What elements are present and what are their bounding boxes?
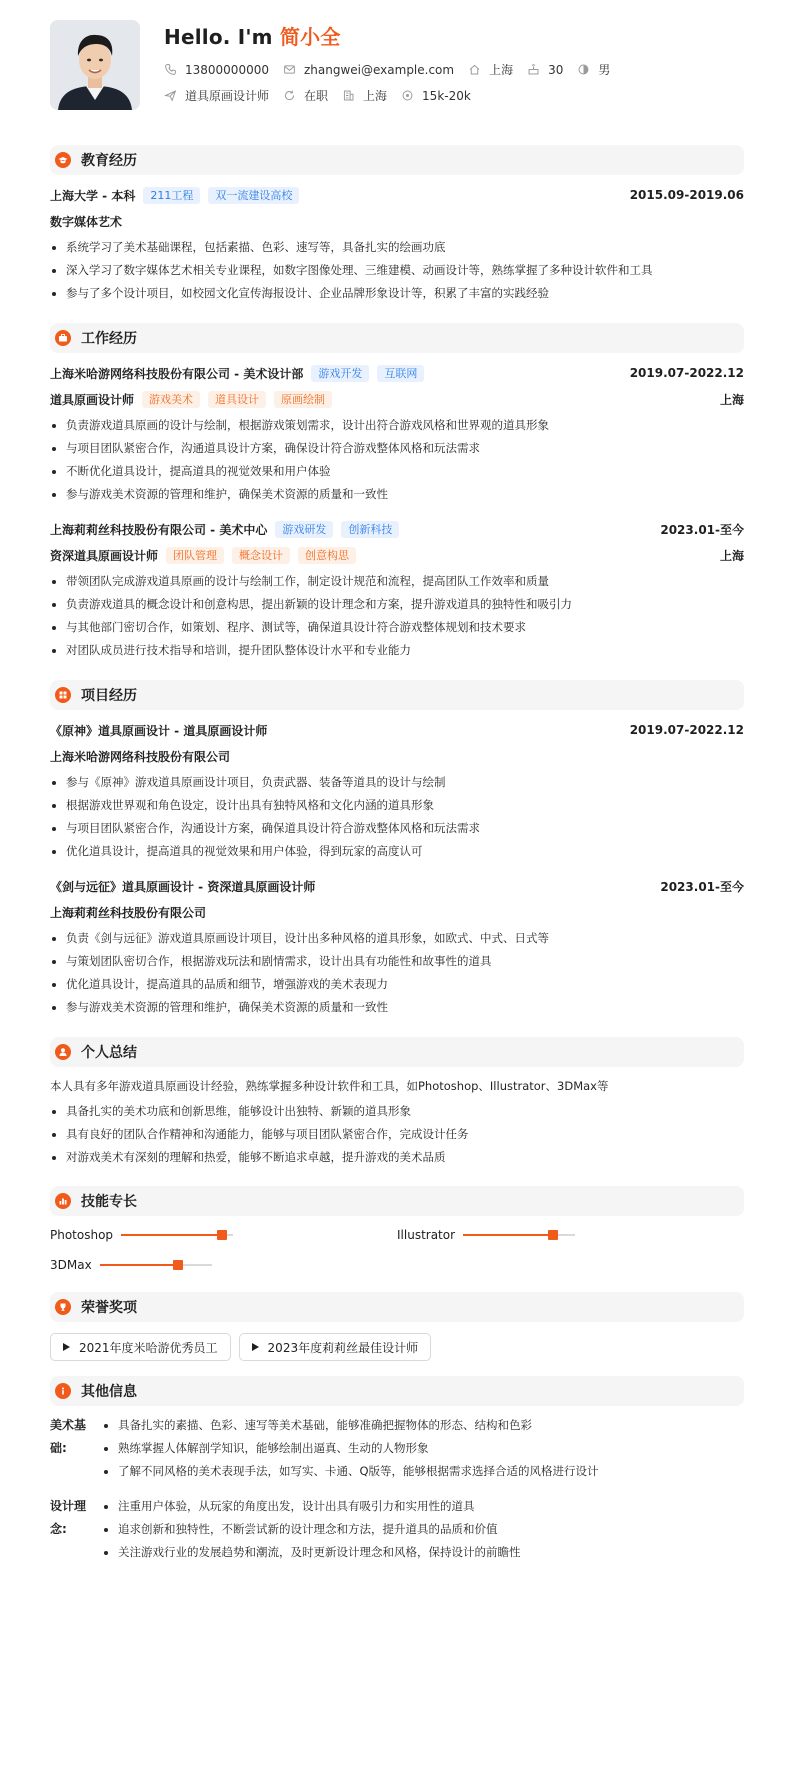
project-name: 《剑与远征》道具原画设计 - 资深道具原画设计师 [50, 879, 316, 894]
candidate-name: 简小全 [279, 25, 341, 49]
section-title: 工作经历 [81, 331, 137, 347]
email-item [283, 63, 454, 77]
role-location: 上海 [719, 548, 744, 563]
list-item: 负责游戏道具原画的设计与绘制，根据游戏策划需求，设计出符合游戏风格和世界观的道具形象 [50, 414, 744, 437]
entry-date: 2015.09-2019.06 [629, 188, 744, 202]
skill-knob [217, 1230, 227, 1240]
refresh-icon [283, 89, 296, 102]
entry-heading-row [50, 516, 744, 542]
list-item: 不断优化道具设计，提高道具的视觉效果和用户体验 [50, 460, 744, 483]
section-header [50, 680, 744, 710]
company-tag: 互联网 [377, 365, 424, 382]
list-item: 根据游戏世界观和角色设定，设计出具有独特风格和文化内涵的道具形象 [50, 794, 744, 817]
other-bullets [102, 1495, 521, 1564]
contact-row [164, 61, 624, 78]
skill-item [50, 1220, 397, 1250]
list-item: 了解不同风格的美术表现手法，如写实、卡通、Q版等，能够根据需求选择合适的风格进行设计 [102, 1460, 599, 1483]
greeting-text: Hello. I'm [164, 25, 280, 49]
work-section [50, 323, 744, 662]
avatar [50, 20, 140, 110]
list-item: 参与游戏美术资源的管理和维护，确保美术资源的质量和一致性 [50, 483, 744, 506]
entry-date: 2019.07-2022.12 [629, 723, 744, 737]
skill-item [397, 1220, 744, 1250]
list-item: 与项目团队紧密合作，沟通道具设计方案，确保设计符合游戏整体风格和玩法需求 [50, 437, 744, 460]
other-label: 设计理念: [50, 1499, 87, 1536]
list-item: 负责游戏道具的概念设计和创意构思，提出新颖的设计理念和方案，提升游戏道具的独特性和吸引力 [50, 593, 744, 616]
summary-section [50, 1037, 744, 1169]
info-icon [55, 1383, 71, 1399]
entry-date: 2019.07-2022.12 [629, 366, 744, 380]
major-name: 数字媒体艺术 [50, 214, 123, 229]
entry-heading-row [50, 182, 744, 208]
work-entry [50, 360, 744, 506]
graduation-icon [55, 152, 71, 168]
list-item: 具有良好的团队合作精神和沟通能力，能够与项目团队紧密合作，完成设计任务 [50, 1123, 744, 1146]
role-tag: 道具设计 [208, 391, 266, 408]
project-company: 上海莉莉丝科技股份有限公司 [50, 905, 207, 920]
list-item: 具备扎实的美术功底和创新思维，能够设计出独特、新颖的道具形象 [50, 1100, 744, 1123]
user-icon [55, 1044, 71, 1060]
age-text: 30 [548, 62, 564, 77]
entry-heading-row [50, 360, 744, 386]
entry-date: 2023.01-至今 [660, 879, 744, 894]
school-name: 上海大学 - 本科 [50, 188, 136, 203]
education-entry [50, 182, 744, 305]
education-section [50, 145, 744, 305]
other-label: 美术基础: [50, 1418, 87, 1455]
other-group [50, 1495, 744, 1564]
school-tag: 211工程 [143, 187, 200, 204]
status-text: 在职 [304, 89, 329, 103]
other-bullets [102, 1414, 599, 1483]
status-item [283, 87, 328, 104]
section-header [50, 1186, 744, 1216]
project-company-row [50, 899, 744, 925]
entry-bullets [50, 236, 744, 305]
role-tag: 团队管理 [166, 547, 224, 564]
honor-label: 2021年度米哈游优秀员工 [79, 1340, 218, 1355]
entry-bullets [50, 927, 744, 1019]
honors-section [50, 1292, 744, 1361]
company-tag: 游戏研发 [275, 521, 333, 538]
list-item: 深入学习了数字媒体艺术相关专业课程，如数字图像处理、三维建模、动画设计等，熟练掌握了多种设计软件和工具 [50, 259, 744, 282]
summary-intro: 本人具有多年游戏道具原画设计经验，熟练掌握多种设计软件和工具，如Photoshop、Illustrator、3DMax等 [50, 1079, 609, 1093]
role-row [50, 542, 744, 568]
list-item: 参与《原神》游戏道具原画设计项目，负责武器、装备等道具的设计与绘制 [50, 771, 744, 794]
major-row [50, 208, 744, 234]
gender-text: 男 [598, 63, 611, 77]
list-item: 负责《剑与远征》游戏道具原画设计项目，设计出多种风格的道具形象，如欧式、中式、日式等 [50, 927, 744, 950]
project-entry [50, 717, 744, 863]
company-name: 上海莉莉丝科技股份有限公司 - 美术中心 [50, 522, 268, 537]
gender-item [577, 61, 610, 78]
header-info [164, 20, 624, 138]
list-item: 参与了多个设计项目，如校园文化宣传海报设计、企业品牌形象设计等，积累了丰富的实践经验 [50, 282, 744, 305]
skill-fill [100, 1264, 178, 1266]
briefcase-icon [55, 330, 71, 346]
phone-icon [164, 63, 177, 76]
mail-icon [283, 63, 296, 76]
honors-list [50, 1333, 744, 1361]
list-item: 与其他部门密切合作，如策划、程序、测试等，确保道具设计符合游戏整体规划和技术要求 [50, 616, 744, 639]
section-title: 项目经历 [81, 688, 137, 704]
project-name: 《原神》道具原画设计 - 道具原画设计师 [50, 723, 268, 738]
cake-icon [527, 63, 540, 76]
honor-label: 2023年度莉莉丝最佳设计师 [267, 1340, 419, 1355]
home-icon [468, 63, 481, 76]
skills-section [50, 1186, 744, 1280]
company-tag: 游戏开发 [311, 365, 369, 382]
section-title: 教育经历 [81, 153, 137, 169]
coin-icon [401, 89, 414, 102]
job-intent-row [164, 87, 624, 104]
role-tag: 概念设计 [232, 547, 290, 564]
honor-item [239, 1333, 432, 1361]
list-item: 与策划团队密切合作，根据游戏玩法和剧情需求，设计出具有功能性和故事性的道具 [50, 950, 744, 973]
skill-slider [121, 1234, 233, 1236]
skill-slider [463, 1234, 575, 1236]
company-tag: 创新科技 [341, 521, 399, 538]
skill-item [50, 1250, 397, 1280]
skill-knob [173, 1260, 183, 1270]
skill-fill [121, 1234, 222, 1236]
list-item: 具备扎实的素描、色彩、速写等美术基础，能够准确把握物体的形态、结构和色彩 [102, 1414, 599, 1437]
chart-icon [55, 1193, 71, 1209]
list-item: 系统学习了美术基础课程，包括素描、色彩、速写等，具备扎实的绘画功底 [50, 236, 744, 259]
skills-list [50, 1220, 744, 1280]
entry-heading-row [50, 873, 744, 899]
entry-date: 2023.01-至今 [660, 522, 744, 537]
other-group [50, 1414, 744, 1483]
skill-name: Photoshop [50, 1228, 114, 1242]
list-item: 对游戏美术有深刻的理解和热爱，能够不断追求卓越，提升游戏的美术品质 [50, 1146, 744, 1169]
role-name: 道具原画设计师 [50, 392, 135, 407]
position-item [164, 87, 269, 104]
resume-header [50, 20, 744, 138]
salary-item [401, 89, 471, 103]
list-item: 关注游戏行业的发展趋势和潮流，及时更新设计理念和风格，保持设计的前瞻性 [102, 1541, 521, 1564]
age-item [527, 63, 563, 77]
project-company: 上海米哈游网络科技股份有限公司 [50, 749, 231, 764]
skill-name: Illustrator [397, 1228, 456, 1242]
city-item [342, 87, 387, 104]
honor-item [50, 1333, 231, 1361]
work-entry [50, 516, 744, 662]
phone-text: 13800000000 [185, 62, 269, 77]
entry-bullets [50, 771, 744, 863]
role-tag: 创意构思 [298, 547, 356, 564]
gender-icon [577, 63, 590, 76]
section-header [50, 1376, 744, 1406]
role-location: 上海 [719, 392, 744, 407]
list-item: 对团队成员进行技术指导和培训，提升团队整体设计水平和专业能力 [50, 639, 744, 662]
list-item: 参与游戏美术资源的管理和维护，确保美术资源的质量和一致性 [50, 996, 744, 1019]
skill-fill [463, 1234, 553, 1236]
role-tag: 游戏美术 [142, 391, 200, 408]
section-title: 其他信息 [81, 1384, 137, 1400]
role-name: 资深道具原画设计师 [50, 548, 159, 563]
location-item [468, 61, 513, 78]
section-header [50, 1292, 744, 1322]
list-item: 带领团队完成游戏道具原画的设计与绘制工作，制定设计规范和流程，提高团队工作效率和质量 [50, 570, 744, 593]
section-header [50, 1037, 744, 1067]
section-title: 荣誉奖项 [81, 1300, 137, 1316]
section-header [50, 145, 744, 175]
entry-bullets [50, 414, 744, 506]
entry-heading-row [50, 717, 744, 743]
play-icon [63, 1343, 70, 1351]
project-icon [55, 687, 71, 703]
greeting-title [164, 21, 624, 50]
section-header [50, 323, 744, 353]
list-item: 与项目团队紧密合作，沟通设计方案，确保道具设计符合游戏整体风格和玩法需求 [50, 817, 744, 840]
section-title: 个人总结 [81, 1045, 137, 1061]
project-entry [50, 873, 744, 1019]
email-text: zhangwei@example.com [303, 62, 455, 77]
school-tag: 双一流建设高校 [208, 187, 299, 204]
entry-bullets [50, 570, 744, 662]
location-text: 上海 [489, 63, 514, 77]
phone-item [164, 63, 269, 77]
building-icon [342, 89, 355, 102]
other-section [50, 1376, 744, 1564]
list-item: 注重用户体验，从玩家的角度出发，设计出具有吸引力和实用性的道具 [102, 1495, 521, 1518]
list-item: 优化道具设计，提高道具的视觉效果和用户体验，得到玩家的高度认可 [50, 840, 744, 863]
list-item: 追求创新和独特性，不断尝试新的设计理念和方法，提升道具的品质和价值 [102, 1518, 521, 1541]
skill-slider [100, 1264, 212, 1266]
section-title: 技能专长 [81, 1194, 137, 1210]
role-tag: 原画绘制 [274, 391, 332, 408]
company-name: 上海米哈游网络科技股份有限公司 - 美术设计部 [50, 366, 304, 381]
salary-text: 15k-20k [422, 88, 471, 103]
send-icon [164, 89, 177, 102]
play-icon [252, 1343, 259, 1351]
skill-knob [548, 1230, 558, 1240]
list-item: 优化道具设计，提高道具的品质和细节，增强游戏的美术表现力 [50, 973, 744, 996]
skill-name: 3DMax [50, 1258, 92, 1272]
trophy-icon [55, 1299, 71, 1315]
projects-section [50, 680, 744, 1019]
summary-bullets [50, 1100, 744, 1169]
list-item: 熟练掌握人体解剖学知识，能够绘制出逼真、生动的人物形象 [102, 1437, 599, 1460]
city-text: 上海 [363, 89, 388, 103]
position-text: 道具原画设计师 [185, 89, 270, 103]
role-row [50, 386, 744, 412]
project-company-row [50, 743, 744, 769]
